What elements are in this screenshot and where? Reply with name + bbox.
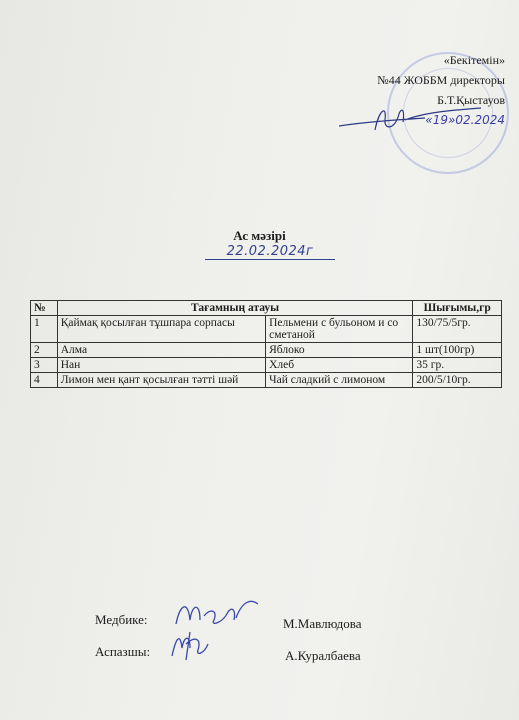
cook-label: Аспазшы:: [95, 644, 151, 659]
row-num: 4: [31, 373, 58, 388]
table-row: [31, 358, 502, 373]
row-yield: 200/5/10гр.: [413, 373, 502, 388]
approval-name: Б.Т.Қыстауов: [437, 93, 505, 107]
approval-word: «Бекітемін»: [443, 53, 505, 67]
table-row: [31, 316, 502, 343]
table-row: [31, 373, 502, 388]
row-num: 3: [31, 358, 58, 373]
row-name-ru: Яблоко: [266, 343, 413, 358]
menu-table: [30, 300, 502, 388]
approval-position: №44 ЖОББМ директоры: [377, 73, 505, 87]
director-signature: [335, 100, 485, 140]
cook-signature: [166, 626, 212, 662]
table-row: [31, 343, 502, 358]
row-name-kz: Нан: [57, 358, 265, 373]
row-name-kz: Лимон мен қант қосылған тәтті шәй: [57, 373, 265, 388]
approval-date: «19»02.2024: [425, 113, 505, 127]
menu-title: Ас мәзірі: [233, 228, 286, 243]
row-num: 1: [31, 316, 58, 343]
header-num: №: [31, 301, 58, 316]
menu-date: 22.02.2024г: [205, 244, 335, 260]
row-name-ru: Хлеб: [266, 358, 413, 373]
table-header-row: [31, 301, 502, 316]
cook-name: А.Куралбаева: [285, 648, 361, 663]
nurse-name: М.Мавлюдова: [283, 616, 362, 631]
row-yield: 130/75/5гр.: [413, 316, 502, 343]
row-name-kz: Алма: [57, 343, 265, 358]
row-num: 2: [31, 343, 58, 358]
row-name-ru: Пельмени с бульоном и со сметаной: [266, 316, 413, 343]
row-yield: 1 шт(100гр): [413, 343, 502, 358]
row-name-ru: Чай сладкий с лимоном: [266, 373, 413, 388]
header-yield: Шығымы,гр: [413, 301, 502, 316]
nurse-label: Медбике:: [95, 612, 148, 627]
header-name: Тағамның атауы: [57, 301, 413, 316]
row-yield: 35 гр.: [413, 358, 502, 373]
row-name-kz: Қаймақ қосылған тұшпара сорпасы: [57, 316, 265, 343]
